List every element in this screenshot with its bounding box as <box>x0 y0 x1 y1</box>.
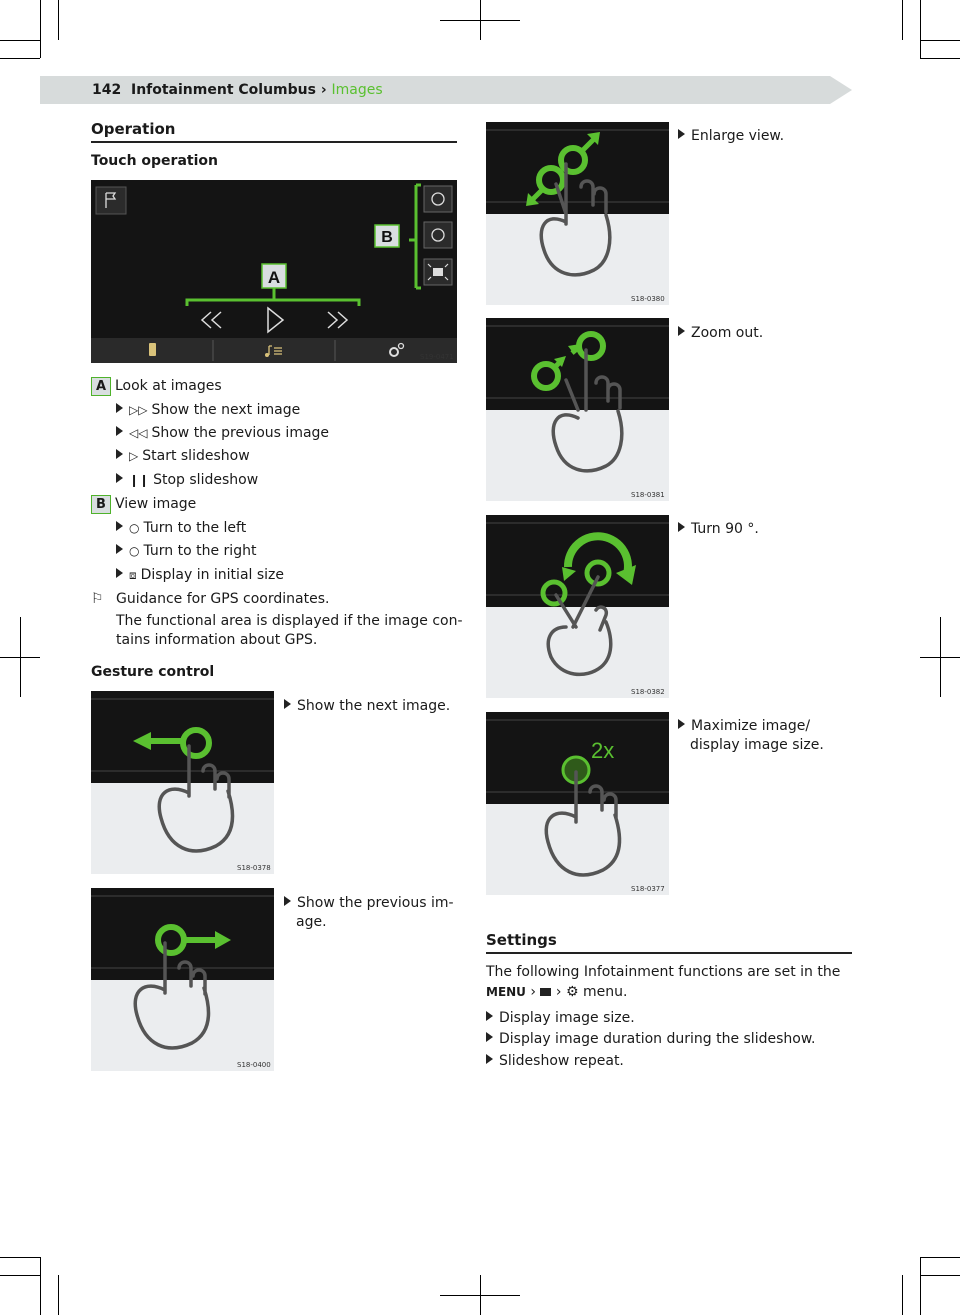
label-a-callout: A <box>267 268 281 287</box>
settings-intro: The following Infotainment functions are set in the <box>486 964 841 980</box>
crop-mark <box>40 0 41 58</box>
page-number: 142 <box>92 82 122 98</box>
gps-desc-line1: The functional area is displayed if the image con- <box>116 613 463 629</box>
gesture-figure-zoom-out <box>486 318 669 501</box>
subsection-touch-operation: Touch operation <box>91 153 218 169</box>
figure-code: S19-0471 <box>420 353 454 361</box>
page-header-arrow <box>830 76 852 104</box>
menu-button-label[interactable]: MENU <box>486 985 526 999</box>
gesture-desc: Enlarge view. <box>678 127 784 146</box>
crop-mark <box>940 617 941 697</box>
list-item: Display image size. <box>486 1009 635 1028</box>
flag-icon[interactable] <box>96 187 126 214</box>
a-title-text: Look at images <box>115 378 222 394</box>
crop-mark <box>58 1275 59 1315</box>
crop-mark <box>920 1275 960 1276</box>
crop-mark <box>480 0 481 40</box>
gesture-desc: Show the previous im- <box>284 894 454 913</box>
list-item: Slideshow repeat. <box>486 1052 624 1071</box>
crop-mark <box>40 1257 41 1315</box>
figure-code: S18-0380 <box>631 295 665 303</box>
settings-menu-path <box>486 983 627 1002</box>
fit-size-icon: ⧈ <box>129 568 137 582</box>
list-item: ❙❙ Stop slideshow <box>116 471 258 490</box>
crop-mark <box>920 58 960 59</box>
figure-code: S18-0381 <box>631 491 665 499</box>
figure-code: S18-0400 <box>237 1061 271 1069</box>
crop-mark <box>920 0 921 58</box>
gesture-desc: Zoom out. <box>678 324 763 343</box>
gesture-figure-next <box>91 691 274 874</box>
gps-desc-line2: tains information about GPS. <box>116 632 318 648</box>
label-b-title <box>91 495 196 514</box>
double-tap-badge: 2x <box>591 738 615 763</box>
play-icon: ▷ <box>129 449 139 463</box>
infotainment-screen-figure <box>91 180 457 363</box>
rotate-right-icon[interactable] <box>424 222 452 248</box>
label-a-title <box>91 377 222 396</box>
gesture-figure-maximize <box>486 712 669 895</box>
figure-code: S18-0378 <box>237 864 271 872</box>
crop-mark <box>902 1275 903 1315</box>
list-item: ▷▷ Show the next image <box>116 401 300 420</box>
figure-code: S18-0382 <box>631 688 665 696</box>
fit-size-icon[interactable] <box>424 259 452 285</box>
crop-mark <box>58 0 59 40</box>
crop-mark <box>480 1275 481 1315</box>
gesture-desc-cont: age. <box>296 914 327 930</box>
crop-mark <box>20 617 21 697</box>
list-item: Display image duration during the slideshow. <box>486 1030 815 1049</box>
subsection-gesture-control: Gesture control <box>91 664 215 680</box>
pause-icon: ❙❙ <box>129 473 150 487</box>
crop-mark <box>920 1257 960 1258</box>
crop-mark <box>920 1257 921 1315</box>
page-header <box>92 80 383 100</box>
crop-mark <box>0 40 40 41</box>
list-item: ▷ Start slideshow <box>116 447 250 466</box>
b-title-text: View image <box>115 496 197 512</box>
list-item: ◁◁ Show the previous image <box>116 424 329 443</box>
settings-gear-icon[interactable]: ⚙ <box>565 984 579 1000</box>
figure-code: S18-0377 <box>631 885 665 893</box>
gesture-desc: Maximize image/ <box>678 717 810 736</box>
gesture-figure-enlarge <box>486 122 669 305</box>
list-item: ⧈ Display in initial size <box>116 566 284 585</box>
rewind-icon: ◁◁ <box>129 426 148 440</box>
section-title-settings: Settings <box>486 931 557 949</box>
gesture-desc-cont: display image size. <box>690 737 824 753</box>
menu-path-separator: › <box>555 984 562 1000</box>
flag-icon: ⚐ <box>91 591 104 607</box>
menu-suffix: menu. <box>582 984 628 1000</box>
crop-mark <box>0 58 40 59</box>
usb-icon[interactable] <box>149 343 156 356</box>
label-b-badge: B <box>91 495 111 514</box>
gesture-figure-previous <box>91 888 274 1071</box>
list-item: ○ Turn to the left <box>116 519 246 538</box>
section-rule <box>486 952 852 954</box>
menu-path-separator: › <box>530 984 536 1000</box>
gesture-desc: Show the next image. <box>284 697 450 716</box>
crop-mark <box>902 0 903 40</box>
breadcrumb-separator: › <box>320 82 327 98</box>
forward-icon: ▷▷ <box>129 403 148 417</box>
crop-mark <box>0 1257 40 1258</box>
gps-title: Guidance for GPS coordinates. <box>116 591 330 607</box>
rotate-left-icon[interactable] <box>424 186 452 212</box>
section-rule <box>91 141 457 143</box>
label-b-callout: B <box>381 229 393 246</box>
breadcrumb-section[interactable]: Images <box>331 82 383 98</box>
images-icon[interactable] <box>540 988 551 996</box>
list-item: ○ Turn to the right <box>116 542 256 561</box>
chapter-title: Infotainment Columbus <box>130 82 316 98</box>
crop-mark <box>0 1275 40 1276</box>
section-title-operation: Operation <box>91 120 176 138</box>
gesture-desc: Turn 90 °. <box>678 520 759 539</box>
gesture-figure-turn <box>486 515 669 698</box>
label-a-badge: A <box>91 377 111 396</box>
crop-mark <box>920 40 960 41</box>
rotate-left-icon: ○ <box>129 521 140 535</box>
rotate-right-icon: ○ <box>129 544 140 558</box>
